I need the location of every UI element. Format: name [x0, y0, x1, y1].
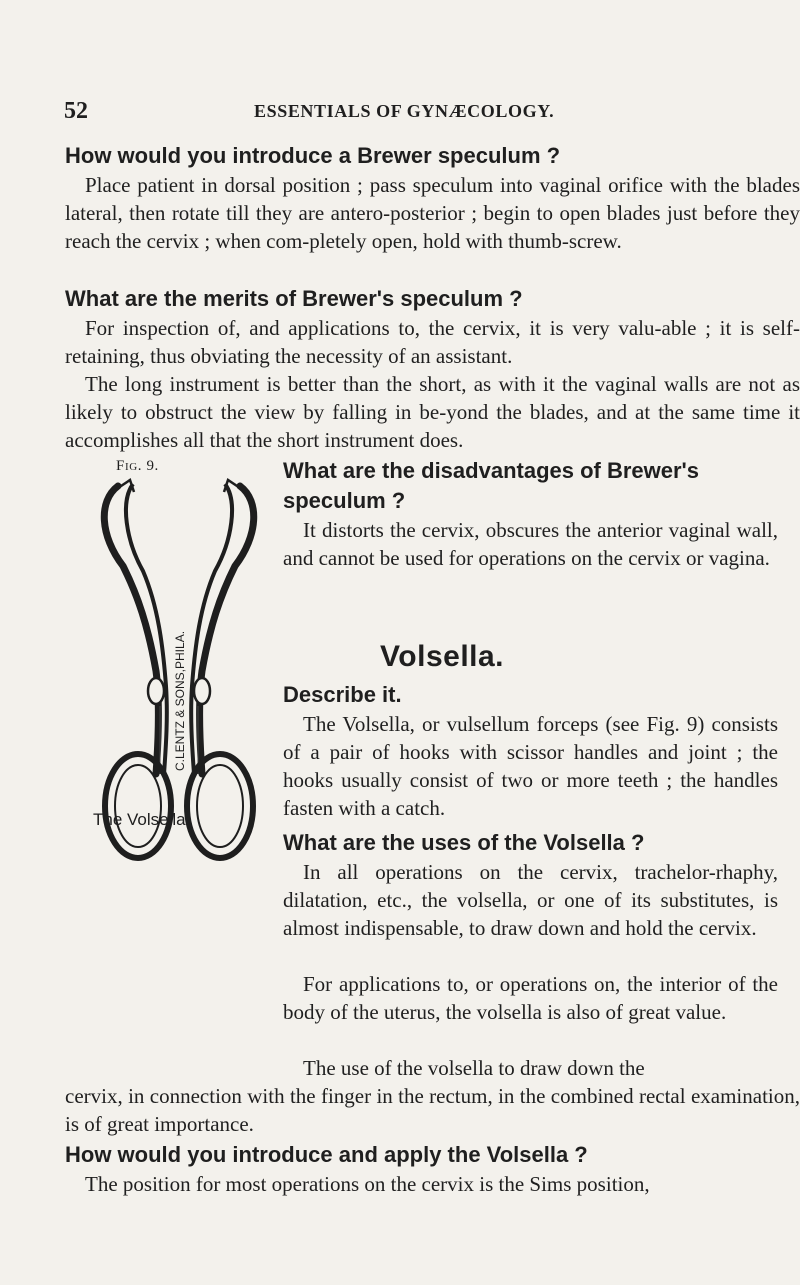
- volsella-right-joint: [194, 678, 210, 704]
- question-volsella-uses: What are the uses of the Volsella ?: [283, 830, 645, 855]
- answer-volsella-uses-interior: For applications to, or operations on, the interior of the body of the uterus, the volsella is also of great value.: [283, 972, 778, 1024]
- answer-brewer-introduce: Place patient in dorsal position ; pass speculum into vaginal orifice with the blades lateral, then rotate till they are antero-posterior ; begin to open blades just before they reach the cervix ; when com-pletely open, hold with thumb-screw.: [65, 173, 800, 253]
- volsella-left-joint: [148, 678, 164, 704]
- answer-introduce-volsella: The position for most operations on the cervix is the Sims position,: [85, 1172, 650, 1196]
- question-brewer-introduce: How would you introduce a Brewer speculum ?: [65, 143, 561, 168]
- volsella-left-arm: [104, 486, 158, 774]
- section-title-volsella: Volsella.: [380, 640, 505, 673]
- volsella-right-arm: [200, 486, 254, 774]
- question-brewer-disadvantages: What are the disadvantages of Brewer's speculum ?: [283, 458, 700, 513]
- question-introduce-volsella: How would you introduce and apply the Volsella ?: [65, 1142, 588, 1167]
- answer-brewer-merits-long-instrument: The long instrument is better than the short, as with it the vaginal walls are not as likely to obstruct the view by falling in be-yond the blades, and at the same time it accomplishes all that the short instrument does.: [65, 372, 800, 452]
- answer-volsella-uses-rectal: cervix, in connection with the finger in the rectum, in the combined rectal examination, is of great importance.: [65, 1084, 800, 1136]
- answer-volsella-uses-rectal-start: The use of the volsella to draw down the: [303, 1056, 645, 1080]
- running-title: ESSENTIALS OF GYNÆCOLOGY.: [254, 101, 555, 121]
- question-brewer-merits: What are the merits of Brewer's speculum ?: [65, 286, 523, 311]
- figure-caption: The Volsella.: [93, 810, 191, 829]
- maker-stamp: C.LENTZ & SONS,PHILA.: [173, 630, 187, 771]
- page-number: 52: [64, 98, 88, 124]
- answer-volsella-uses: In all operations on the cervix, trachelor-rhaphy, dilatation, etc., the volsella, or one of its substitutes, is almost indispensable, to draw down and hold the cervix.: [283, 860, 778, 940]
- answer-brewer-merits: For inspection of, and applications to, the cervix, it is very valu-able ; it is self-retaining, thus obviating the necessity of an assistant.: [65, 316, 800, 368]
- page-header: [64, 98, 744, 122]
- answer-describe-volsella: The Volsella, or vulsellum forceps (see Fig. 9) consists of a pair of hooks with scissor handles and joint ; the hooks usually consist of two or more teeth ; the handles fasten with a catch.: [283, 712, 778, 820]
- question-describe-volsella: Describe it.: [283, 682, 402, 707]
- figure-label: Fig. 9.: [116, 458, 159, 474]
- answer-brewer-disadvantages: It distorts the cervix, obscures the anterior vaginal wall, and cannot be used for operations on the cervix or vagina.: [283, 518, 778, 570]
